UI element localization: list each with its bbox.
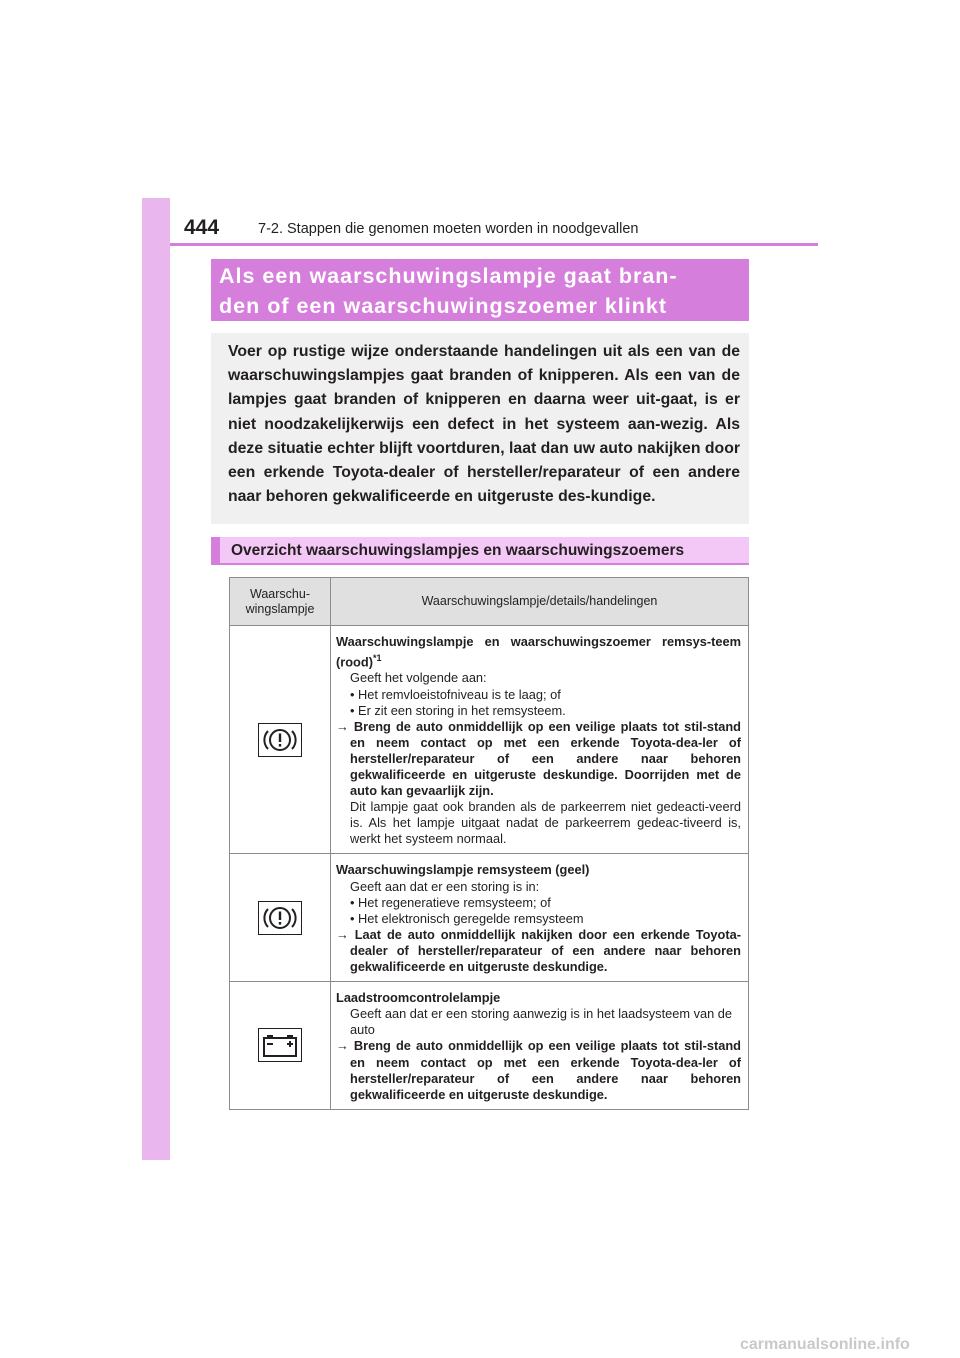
- description-cell: [331, 854, 749, 982]
- bullet-item: • Het remvloeistofniveau is te laag; of: [350, 686, 561, 702]
- description-cell: [331, 626, 749, 854]
- column-header-light: [230, 578, 331, 626]
- column-header-details: Waarschuwingslampje/details/handelingen: [331, 578, 749, 626]
- warning-lights-table: [229, 577, 749, 1110]
- chapter-sidebar-tab: [142, 198, 170, 1160]
- bullet-item: • Er zit een storing in het remsysteem.: [350, 702, 566, 718]
- table-header-row: [230, 578, 749, 626]
- row-title: [336, 634, 741, 670]
- row-note: Dit lampje gaat ook branden als de parkeerrem niet gedeacti-veerd is. Als het lampje uitgaat nadat de parkeerrem gedeac-tiveerd is, werkt het systeem normaal.: [350, 799, 741, 847]
- brake-warning-icon: [258, 723, 302, 757]
- icon-cell: [230, 626, 331, 854]
- description-cell: [331, 982, 749, 1110]
- table-row: [230, 854, 749, 982]
- section-title: [211, 259, 749, 321]
- row-action: → Laat de auto onmiddellijk nakijken door een erkende Toyota-dealer of hersteller/reparateur of een andere naar behoren gekwalificeerde en uitgeruste deskundige.: [336, 926, 741, 975]
- row-action: → Breng de auto onmiddellijk op een veilige plaats tot stil-stand en neem contact op met een erkende Toyota-dea-ler of hersteller/reparateur of een andere naar behoren gekwalificeerde en uitgeruste deskundige. Doorrijden met de auto kan gevaarlijk zijn.: [336, 718, 741, 799]
- watermark: carmanualsonline.info: [740, 1336, 910, 1353]
- row-title: Laadstroomcontrolelampje: [336, 990, 501, 1006]
- intro-paragraph: Voer op rustige wijze onderstaande handelingen uit als een van de waarschuwingslampjes gaat branden of knipperen. Als een van de lampjes gaat branden of knipperen en daarna weer uit-gaat, is er niet noodzakelijkerwijs een defect in het systeem aan-wezig. Als deze situatie echter blijft voortduren, laat dan uw auto nakijken door een erkende Toyota-dealer of hersteller/reparateur of een andere naar behoren gekwalificeerde en uitgeruste des-kundige.: [211, 333, 749, 524]
- header-rule: [170, 243, 818, 246]
- subheading-bar: [211, 537, 749, 565]
- row-lead: Geeft het volgende aan:: [350, 670, 487, 686]
- battery-icon: [258, 1028, 302, 1062]
- row-lead: Geeft aan dat er een storing aanwezig is in het laadsysteem van de auto: [350, 1006, 733, 1038]
- bullet-item: • Het regeneratieve remsysteem; of: [350, 894, 551, 910]
- section-title-line-1: Als een waarschuwingslampje gaat bran-: [219, 264, 678, 288]
- icon-cell: [230, 982, 331, 1110]
- row-action: → Breng de auto onmiddellijk op een veilige plaats tot stil-stand en neem contact op met een erkende Toyota-dea-ler of hersteller/reparateur of een andere naar behoren gekwalificeerde en uitgeruste deskundige.: [336, 1038, 741, 1102]
- icon-cell: [230, 854, 331, 982]
- row-title: Waarschuwingslampje remsysteem (geel): [336, 862, 590, 878]
- row-title-text: Waarschuwingslampje en waarschuwingszoemer remsys-teem (rood): [336, 634, 741, 670]
- table-row: [230, 982, 749, 1110]
- table-row: [230, 626, 749, 854]
- page-number: 444: [184, 216, 220, 239]
- subheading: Overzicht waarschuwingslampjes en waarschuwingszoemers: [231, 542, 685, 559]
- footnote-marker: *1: [372, 653, 382, 664]
- column-header-light-line-1: Waarschu-: [250, 586, 310, 601]
- row-lead: Geeft aan dat er een storing is in:: [350, 878, 540, 894]
- column-header-light-line-2: wingslampje: [245, 601, 315, 616]
- bullet-item: • Het elektronisch geregelde remsysteem: [350, 910, 584, 926]
- section-header: 7-2. Stappen die genomen moeten worden in noodgevallen: [258, 221, 639, 237]
- brake-system-warning-icon: [258, 901, 302, 935]
- section-title-line-2: den of een waarschuwingszoemer klinkt: [219, 294, 667, 318]
